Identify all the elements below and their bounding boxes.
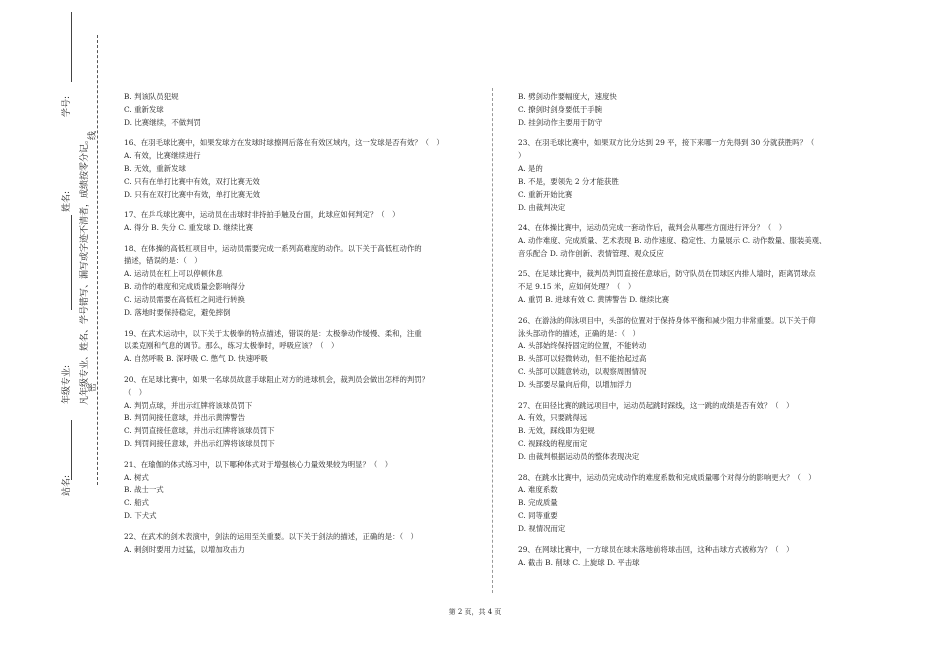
answer-option: D. 比赛继续，不做判罚 bbox=[124, 117, 201, 127]
question-stem: 20、在足球比赛中，如果一名球员故意手球阻止对方的进球机会，裁判员会做出怎样的判罚？ bbox=[124, 374, 430, 384]
answer-option: 音乐配合 D. 动作创新、表情管理、观众反应 bbox=[518, 248, 664, 258]
grade-major-rule bbox=[71, 420, 72, 480]
answer-option: C. 重新开始比赛 bbox=[518, 189, 573, 199]
answer-option: A. 刺剑时要用力过猛，以增加攻击力 bbox=[124, 544, 245, 554]
answer-option: A. 判罚点球，并出示红牌将该球员罚下 bbox=[124, 400, 253, 410]
question-q15_tail bbox=[124, 91, 482, 130]
question-q27 bbox=[518, 400, 878, 465]
student-id-label: 学号: bbox=[62, 95, 72, 117]
question-stem: 以柔克刚和气息的调节。那么，练习太极拳时，呼吸应该？（ ） bbox=[124, 341, 339, 351]
answer-option: D. 落地时要保持稳定，避免摔倒 bbox=[124, 308, 231, 318]
question-gap bbox=[124, 366, 482, 374]
answer-option: B. 战士一式 bbox=[124, 485, 164, 495]
question-q16 bbox=[124, 137, 482, 202]
question-stem: 17、在乒乓球比赛中，运动员在击球时非持拍手触及台面，此球应如何判定？（ ） bbox=[124, 210, 400, 220]
name-label: 姓名: bbox=[62, 190, 72, 212]
answer-option: D. 视情况而定 bbox=[518, 524, 566, 534]
answer-option: B. 无效，踩线即为犯规 bbox=[518, 426, 595, 436]
answer-option: D. 挂剑动作主要用于防守 bbox=[518, 117, 603, 127]
question-stem: 16、在羽毛球比赛中，如果发球方在发球时球擦网后落在有效区域内，这一发球是否有效？（ ） bbox=[124, 138, 444, 148]
question-gap bbox=[518, 464, 878, 472]
answer-option: C. 同等重要 bbox=[518, 511, 558, 521]
grade-major-label: 年级专业: bbox=[62, 364, 72, 404]
question-gap bbox=[518, 307, 878, 315]
question-q24 bbox=[518, 222, 878, 261]
answer-option: A. 有效，比赛继续进行 bbox=[124, 151, 201, 161]
question-q21 bbox=[124, 459, 482, 524]
question-q28 bbox=[518, 472, 878, 537]
answer-option: A. 动作难度、完成质量、艺术表现 B. 动作速度、稳定性、力量展示 C. 动作数量、服装美观、 bbox=[518, 236, 827, 246]
question-stem: （ ） bbox=[124, 387, 147, 397]
question-q26 bbox=[518, 315, 878, 392]
answer-option: D. 判罚间接任意球，并出示红牌将该球员罚下 bbox=[124, 439, 275, 449]
answer-option: A. 头部始终保持固定的位置，不能转动 bbox=[518, 341, 647, 351]
question-gap bbox=[518, 261, 878, 269]
answer-option: A. 自然呼吸 B. 深呼吸 C. 憋气 D. 快速呼吸 bbox=[124, 354, 268, 364]
question-gap bbox=[124, 130, 482, 138]
question-gap bbox=[518, 536, 878, 544]
question-stem: 不足 9.15 米，应如何处理？（ ） bbox=[518, 282, 636, 292]
question-stem: 21、在瑜伽的体式练习中，以下哪种体式对于增强核心力量效果较为明显？（ ） bbox=[124, 459, 393, 469]
answer-option: B. 劈剑动作要幅度大，速度快 bbox=[518, 92, 617, 101]
question-stem: 24、在体操比赛中，运动员完成一套动作后，裁判会从哪些方面进行评分？（ ） bbox=[518, 223, 787, 233]
question-gap bbox=[124, 320, 482, 328]
question-stem: 25、在足球比赛中，裁判员判罚直接任意球后，防守队员在罚球区内排人墙时，距离罚球点 bbox=[518, 269, 816, 279]
answer-option: A. 难度系数 bbox=[518, 485, 558, 495]
question-gap bbox=[124, 451, 482, 459]
question-q17 bbox=[124, 209, 482, 235]
question-gap bbox=[124, 523, 482, 531]
answer-option: A. 重罚 B. 进球有效 C. 黄牌警告 D. 继续比赛 bbox=[518, 295, 670, 305]
question-q19 bbox=[124, 328, 482, 367]
answer-option: B. 动作的难度和完成质量会影响得分 bbox=[124, 282, 245, 292]
question-q18 bbox=[124, 243, 482, 320]
question-gap bbox=[124, 202, 482, 210]
question-q23 bbox=[518, 137, 878, 214]
answer-option: A. 运动员在杠上可以停顿休息 bbox=[124, 269, 223, 279]
question-stem: 26、在游泳的仰泳项目中，头部的位置对于保持身体平衡和减少阻力非常重要。以下关于仰 bbox=[518, 315, 816, 325]
name-rule bbox=[71, 215, 72, 310]
right-question-column bbox=[518, 91, 878, 569]
answer-option: A. 截击 B. 削球 C. 上旋球 D. 平击球 bbox=[518, 557, 640, 567]
answer-option: D. 下犬式 bbox=[124, 511, 157, 521]
question-stem: 29、在网球比赛中，一方球员在球未落地前将球击回，这种击球方式被称为？（ ） bbox=[518, 544, 794, 554]
question-stem: 28、在跳水比赛中，运动员完成动作的难度系数和完成质量哪个对得分的影响更大？（ ） bbox=[518, 472, 816, 482]
question-q25 bbox=[518, 268, 878, 307]
answer-option: D. 只有在双打比赛中有效，单打比赛无效 bbox=[124, 189, 261, 199]
answer-option: C. 运动员需要在高低杠之间进行转换 bbox=[124, 295, 245, 305]
question-stem: 泳头部动作的描述，正确的是：（ ） bbox=[518, 328, 640, 338]
page-footer: 第 2 页，共 4 页 bbox=[448, 608, 502, 616]
answer-option: C. 头部可以随意转动，以观察周围情况 bbox=[518, 367, 647, 377]
answer-option: C. 重新发球 bbox=[124, 104, 164, 114]
answer-option: C. 撩剑时剑身要低于手腕 bbox=[518, 104, 602, 114]
school-label: 站名: bbox=[62, 474, 72, 496]
answer-option: C. 视踩线的程度而定 bbox=[518, 439, 588, 449]
question-gap bbox=[518, 392, 878, 400]
question-stem: 27、在田径比赛的跳远项目中，运动员起跳时踩线，这一跳的成绩是否有效？（ ） bbox=[518, 400, 794, 410]
question-gap bbox=[124, 235, 482, 243]
question-stem: ） bbox=[518, 151, 526, 161]
question-stem: 18、在体操的高低杠项目中，运动员需要完成一系列高难度的动作。以下关于高低杠动作的 bbox=[124, 243, 422, 253]
question-q29 bbox=[518, 544, 878, 570]
question-gap bbox=[518, 130, 878, 138]
answer-option: A. 是的 bbox=[518, 164, 543, 174]
column-separator bbox=[492, 88, 493, 593]
answer-option: B. 完成质量 bbox=[518, 498, 558, 508]
seal-line-label: 线 bbox=[88, 130, 98, 140]
answer-option: B. 判罚间接任意球，并出示黄牌警告 bbox=[124, 413, 245, 423]
answer-option: D. 由裁判决定 bbox=[518, 202, 566, 212]
answer-option: B. 无效，重新发球 bbox=[124, 164, 186, 174]
question-stem: 22、在武术的剑术表演中，剑法的运用至关重要。以下关于剑法的描述，正确的是：（ ） bbox=[124, 531, 418, 541]
question-stem: 描述，错误的是：（ ） bbox=[124, 256, 202, 266]
question-gap bbox=[518, 215, 878, 223]
question-q22 bbox=[124, 531, 482, 557]
answer-option: C. 船式 bbox=[124, 498, 149, 508]
answer-option: C. 判罚直接任意球，并出示红牌将该球员罚下 bbox=[124, 426, 275, 436]
question-stem: 23、在羽毛球比赛中，如果双方比分达到 29 平，接下来哪一方先得到 30 分就获胜吗？（ bbox=[518, 138, 815, 148]
answer-option: D. 头部要尽量向后仰，以增加浮力 bbox=[518, 380, 632, 390]
answer-option: A. 树式 bbox=[124, 472, 149, 482]
question-q22_tail bbox=[518, 91, 878, 130]
answer-option: C. 只有在单打比赛中有效，双打比赛无效 bbox=[124, 176, 260, 186]
student-id-rule bbox=[71, 12, 72, 82]
seal-label: 密 bbox=[88, 382, 98, 392]
binding-warning: 凡年级专业、姓名、学号错写、漏写或字迹不清者，成绩按零分记。 bbox=[80, 134, 90, 405]
answer-option: B. 判该队员犯规 bbox=[124, 92, 179, 101]
question-q20 bbox=[124, 374, 482, 451]
answer-option: A. 有效，只要跳得远 bbox=[518, 413, 588, 423]
answer-option: A. 得分 B. 失分 C. 重发球 D. 继续比赛 bbox=[124, 223, 253, 233]
left-question-column bbox=[124, 91, 482, 557]
question-stem: 19、在武术运动中，以下关于太极拳的特点描述，错误的是：太极拳动作缓慢、柔和，注重 bbox=[124, 328, 422, 338]
binding-dashed-line bbox=[97, 35, 98, 485]
answer-option: D. 由裁判根据运动员的整体表现决定 bbox=[518, 452, 640, 462]
answer-option: B. 头部可以轻微转动，但不能抬起过高 bbox=[518, 354, 647, 364]
answer-option: B. 不是，要领先 2 分才能获胜 bbox=[518, 176, 619, 186]
